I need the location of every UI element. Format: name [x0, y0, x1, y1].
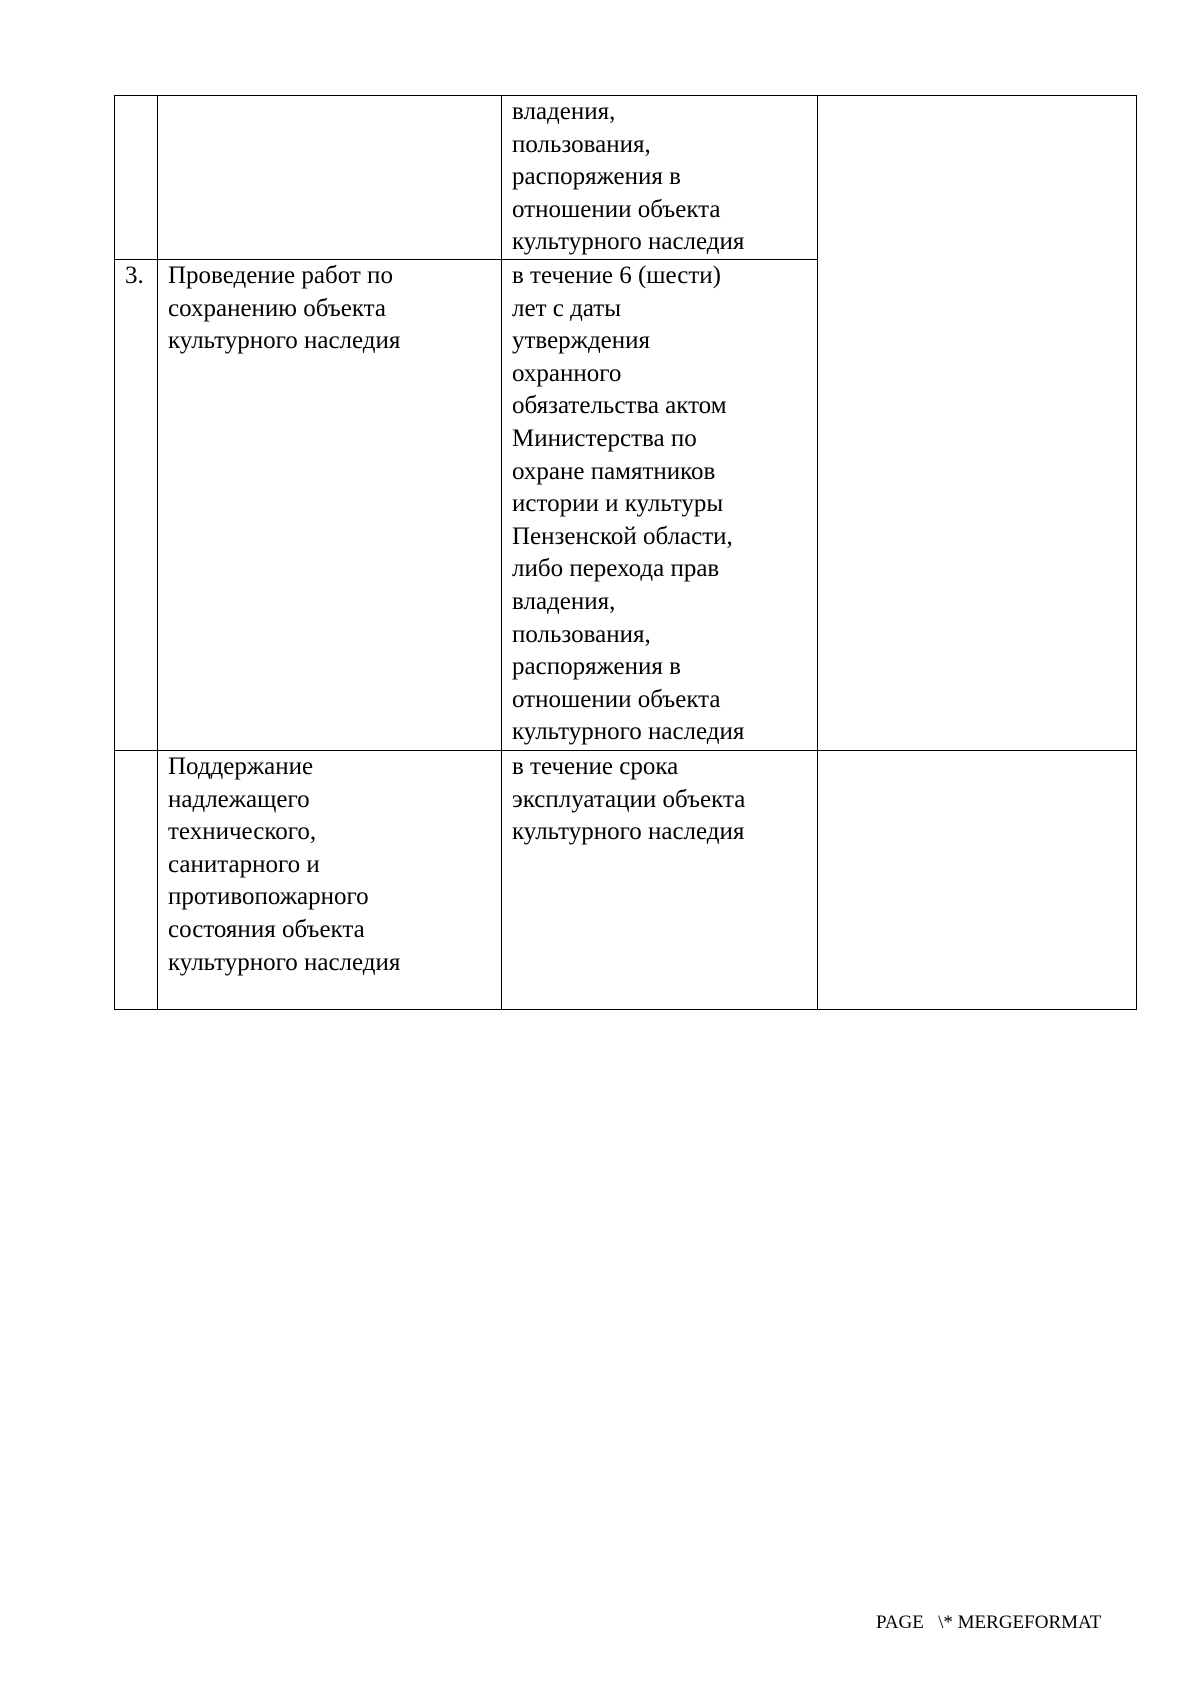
term-cell: в течение 6 (шести) лет с даты утверждения охранного обязательства актом Министерства по охране памятников истории и культуры Пензенской области, либо перехода прав владения, пользования, распоряжения в отношении объекта культурного наследия [502, 260, 818, 751]
work-description-cell: Поддержание надлежащего технического, санитарного и противопожарного состояния объекта культурного наследия [158, 751, 502, 1010]
row-number-cell [115, 751, 158, 1010]
term-cell: в течение срока эксплуатации объекта культурного наследия [502, 751, 818, 1010]
term-cell: владения, пользования, распоряжения в отношении объекта культурного наследия [502, 96, 818, 260]
work-description-cell: Проведение работ по сохранению объекта культурного наследия [158, 260, 502, 751]
row-number-cell: 3. [115, 260, 158, 751]
row-number-cell [115, 96, 158, 260]
page-footer-field: PAGE \* MERGEFORMAT [876, 1612, 1102, 1633]
work-description-cell [158, 96, 502, 260]
note-cell [818, 751, 1137, 1010]
table-row [115, 751, 1137, 1010]
note-cell [818, 96, 1137, 751]
obligations-table [114, 95, 1137, 1010]
table-row [115, 96, 1137, 260]
